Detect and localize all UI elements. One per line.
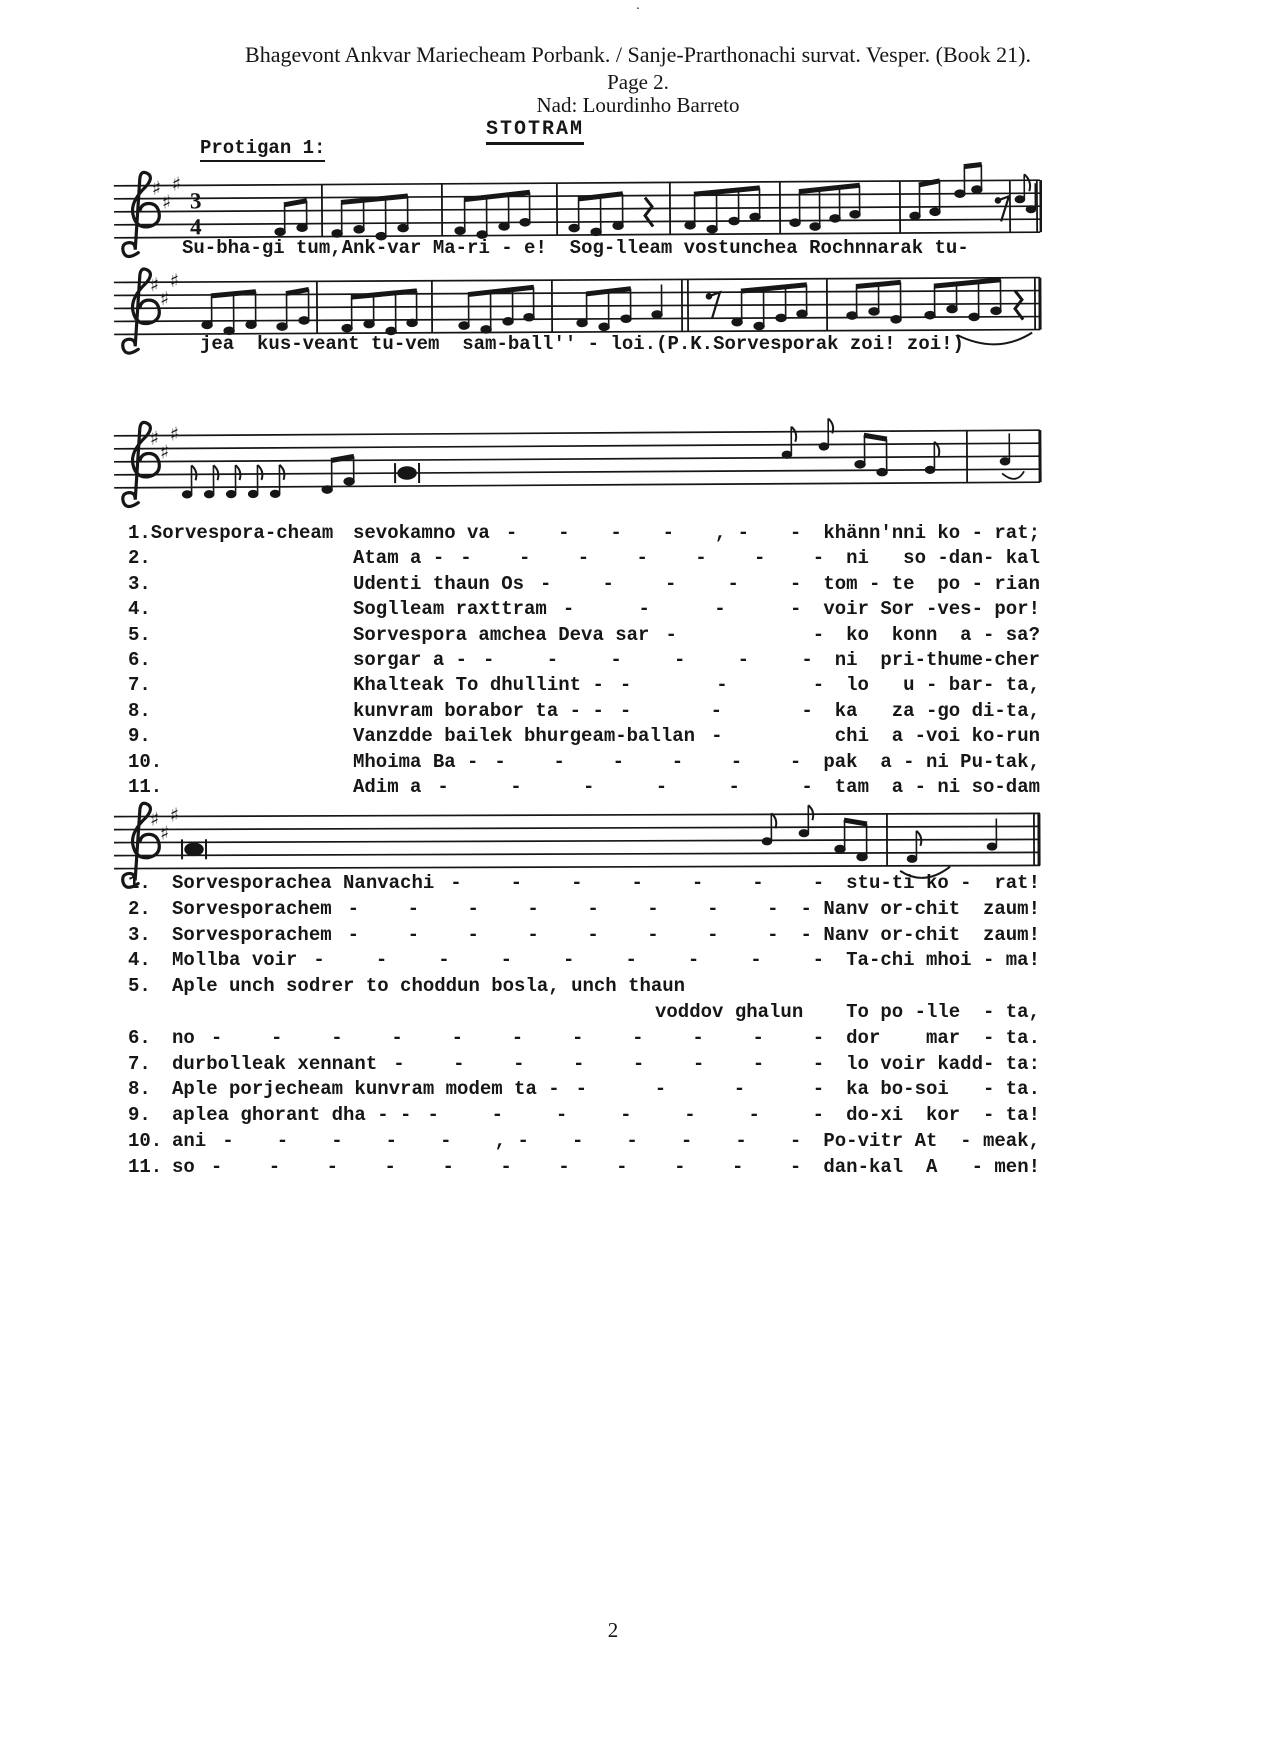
- verse-number: 8.: [128, 1078, 151, 1101]
- verse-tail: ka za -go di-ta,: [834, 699, 1040, 722]
- verse-number: 8.: [128, 699, 151, 722]
- page-number: 2: [607, 1618, 619, 1642]
- verse-set-2: [128, 872, 1040, 1182]
- sharp-icon: ♯: [149, 427, 160, 450]
- verse-text: Adim a: [353, 775, 422, 798]
- verse-number: 3.: [128, 923, 151, 946]
- verse-text: kunvram borabor ta - -: [353, 699, 604, 722]
- verse-row: [128, 725, 1040, 750]
- verse-text: Soglleam raxttram: [353, 598, 547, 621]
- verse-number: 6.: [128, 648, 151, 671]
- verse-tail: - Nanv or-chit zaum!: [800, 923, 1040, 946]
- verse-number: 2.: [128, 547, 151, 570]
- sharp-icon: ♯: [169, 804, 180, 827]
- verse-row: [128, 1027, 1040, 1053]
- verse-tail: khänn'nni ko - rat;: [823, 522, 1040, 544]
- verse-dashes: - - -: [619, 699, 813, 722]
- verse-row: [128, 700, 1040, 725]
- verse-text: Sorvesporachea Nanvachi: [172, 872, 435, 894]
- part-label: Protigan 1:: [200, 137, 325, 162]
- verse-number: 5.: [128, 975, 151, 998]
- verse-dashes: - - - - - - - -: [347, 897, 779, 920]
- verse-number: 3.: [128, 572, 151, 595]
- document-title: Bhagevont Ankvar Mariecheam Porbank. / Sanje-Prarthonachi survat. Vesper. (Book 21).: [245, 42, 1031, 67]
- verse-dashes: - -: [665, 623, 825, 646]
- verse-text: durbolleak xennant: [172, 1052, 378, 1075]
- verse-row: [128, 598, 1040, 623]
- verse-tail: do-xi kor - ta!: [846, 1104, 1040, 1127]
- verse-row: [128, 975, 1040, 1001]
- verse-dashes: - - - - -: [540, 572, 802, 595]
- verse-row: [128, 898, 1040, 924]
- verse-row: [128, 1130, 1040, 1156]
- verse-tail: lo voir kadd- ta:: [846, 1052, 1040, 1075]
- sharp-icon: ♯: [159, 822, 170, 845]
- verse-row: [128, 624, 1040, 649]
- music-stave-3: [112, 408, 1042, 520]
- verse-row: [128, 751, 1040, 776]
- verse-dashes: - - - - - - -: [450, 872, 825, 894]
- verse-tail: Ta-chi mhoi - ma!: [846, 949, 1040, 972]
- verse-dashes: - - - - - - - -: [347, 923, 779, 946]
- verse-dashes: - - - -: [562, 598, 802, 621]
- verse-number: 9.: [128, 1104, 151, 1127]
- verse-tail: To po -lle - ta,: [846, 1000, 1040, 1023]
- verse-text: voddov ghalun: [655, 1000, 804, 1023]
- verse-dashes: - - - - - -: [437, 775, 813, 798]
- eighth-rest-icon: [995, 196, 1009, 221]
- verse-dashes: - - - - - -: [494, 750, 802, 773]
- verse-dashes: - - - - - - - -: [393, 1052, 825, 1075]
- time-signature-bottom: 4: [190, 214, 202, 240]
- verse-text: Mhoima Ba -: [353, 750, 479, 773]
- verse-set-1: [128, 522, 1040, 801]
- verse-tail: tam a - ni so-dam: [834, 775, 1040, 798]
- verse-text: Vanzdde bailek bhurgeam-ballan: [353, 725, 696, 748]
- quarter-rest-icon: [1015, 291, 1023, 320]
- verse-tail: voir Sor -ves- por!: [823, 598, 1040, 621]
- verse-row: [128, 674, 1040, 699]
- verse-number: 10.: [128, 1129, 163, 1152]
- verse-number: 7.: [128, 1052, 151, 1075]
- verse-number: 11.: [128, 775, 163, 798]
- sharp-icon: ♯: [149, 808, 160, 831]
- lyric-line-1: Su-bha-gi tum,Ank-var Ma-ri - e! Sog-lleam vostunchea Rochnnarak tu-: [182, 237, 969, 259]
- verse-row: [128, 949, 1040, 975]
- page-label: Page 2.: [607, 70, 669, 94]
- verse-row: [128, 872, 1040, 898]
- verse-text: Sorvesporachem: [172, 923, 332, 946]
- breve-note: [395, 463, 419, 483]
- verse-dashes: - - - - - - - - - - -: [210, 1026, 825, 1049]
- verse-tail: lo u - bar- ta,: [846, 674, 1040, 697]
- verse-row: [128, 924, 1040, 950]
- verse-text: so: [172, 1155, 195, 1178]
- verse-tail: ka bo-soi - ta.: [846, 1078, 1040, 1101]
- verse-text: Mollba voir: [172, 949, 298, 972]
- slur: [957, 333, 1032, 345]
- verse-tail: dan-kal A - men!: [823, 1155, 1040, 1178]
- verse-dashes: - - - - - - -: [460, 547, 825, 570]
- verse-row: [128, 1156, 1040, 1182]
- verse-tail: dor mar - ta.: [846, 1026, 1040, 1049]
- verse-number: 11.: [128, 1155, 163, 1178]
- notes: [275, 164, 1036, 240]
- top-mark: ·: [635, 2, 641, 17]
- sharp-icon: ♯: [151, 177, 162, 200]
- verse-text: aplea ghorant dha - -: [172, 1104, 412, 1127]
- verse-dashes: - - -: [619, 674, 825, 697]
- verse-row: [128, 1104, 1040, 1130]
- verse-dashes: -: [711, 725, 723, 748]
- verse-dashes: - - - - - - -: [427, 1104, 825, 1127]
- lyric-line-2: jea kus-veant tu-vem sam-ball'' - loi.(P.K.Sorvesporak zoi! zoi!): [200, 333, 964, 355]
- verse-text: Sorvespora amchea Deva sar: [353, 623, 650, 646]
- verse-tail: pak a - ni Pu-tak,: [823, 750, 1040, 773]
- verse-tail: - Nanv or-chit zaum!: [800, 897, 1040, 920]
- verse-row: [128, 573, 1040, 598]
- verse-tail: chi a -voi ko-run: [834, 725, 1040, 748]
- verse-number: 6.: [128, 1026, 151, 1049]
- sharp-icon: ♯: [159, 288, 170, 311]
- verse-dashes: - - - - - -: [483, 648, 813, 671]
- verse-text: Sorvesporachem: [172, 897, 332, 920]
- verse-row: [128, 522, 1040, 547]
- sharp-icon: ♯: [159, 441, 170, 464]
- verse-text: Khalteak To dhullint -: [353, 674, 604, 697]
- sharp-icon: ♯: [169, 423, 180, 446]
- verse-tail: ko konn a - sa?: [846, 623, 1040, 646]
- composer-credit: Nad: Lourdinho Barreto: [536, 93, 740, 117]
- sharp-icon: ♯: [171, 173, 182, 196]
- verse-tail: stu-ti ko - rat!: [846, 872, 1040, 894]
- verse-row: [128, 1053, 1040, 1079]
- verse-dashes: - - - - , - -: [505, 522, 802, 544]
- verse-text: sevokamno va: [353, 522, 490, 544]
- verse-text: sorgar a -: [353, 648, 468, 671]
- verse-row: [128, 1001, 1040, 1027]
- verse-dashes: - - - - - - - - -: [313, 949, 825, 972]
- verse-text: no: [172, 1026, 195, 1049]
- verse-text: Atam a -: [353, 547, 445, 570]
- verse-row: [128, 547, 1040, 572]
- section-title: STOTRAM: [486, 118, 584, 145]
- verse-number: 1.: [128, 872, 151, 894]
- verse-text: Udenti thaun Os: [353, 572, 525, 595]
- verse-text: Aple unch sodrer to choddun bosla, unch thaun: [172, 975, 686, 998]
- verse-text: Aple porjecheam kunvram modem ta -: [172, 1078, 560, 1101]
- verse-dashes: - - - -: [575, 1078, 825, 1101]
- verse-number: 5.: [128, 623, 151, 646]
- sharp-icon: ♯: [169, 270, 180, 293]
- verse-number: 1.Sorvespora-cheam: [128, 522, 334, 544]
- verse-row: [128, 1078, 1040, 1104]
- sharp-icon: ♯: [161, 191, 172, 214]
- verse-number: 4.: [128, 949, 151, 972]
- verse-dashes: - - - - - - - - - - -: [210, 1155, 802, 1178]
- sharp-icon: ♯: [149, 274, 160, 297]
- verse-tail: tom - te po - rian: [823, 572, 1040, 595]
- verse-number: 7.: [128, 674, 151, 697]
- verse-dashes: - - - - - , - - - - - -: [222, 1129, 802, 1152]
- verse-number: 2.: [128, 897, 151, 920]
- time-signature-top: 3: [189, 188, 202, 214]
- verse-tail: ni pri-thume-cher: [834, 648, 1040, 671]
- verse-number: 4.: [128, 598, 151, 621]
- verse-tail: ni so -dan- kal: [846, 547, 1040, 570]
- verse-number: 9.: [128, 725, 151, 748]
- verse-row: [128, 649, 1040, 674]
- verse-tail: Po-vitr At - meak,: [823, 1129, 1040, 1152]
- verse-number: 10.: [128, 750, 163, 773]
- verse-text: ani: [172, 1129, 207, 1152]
